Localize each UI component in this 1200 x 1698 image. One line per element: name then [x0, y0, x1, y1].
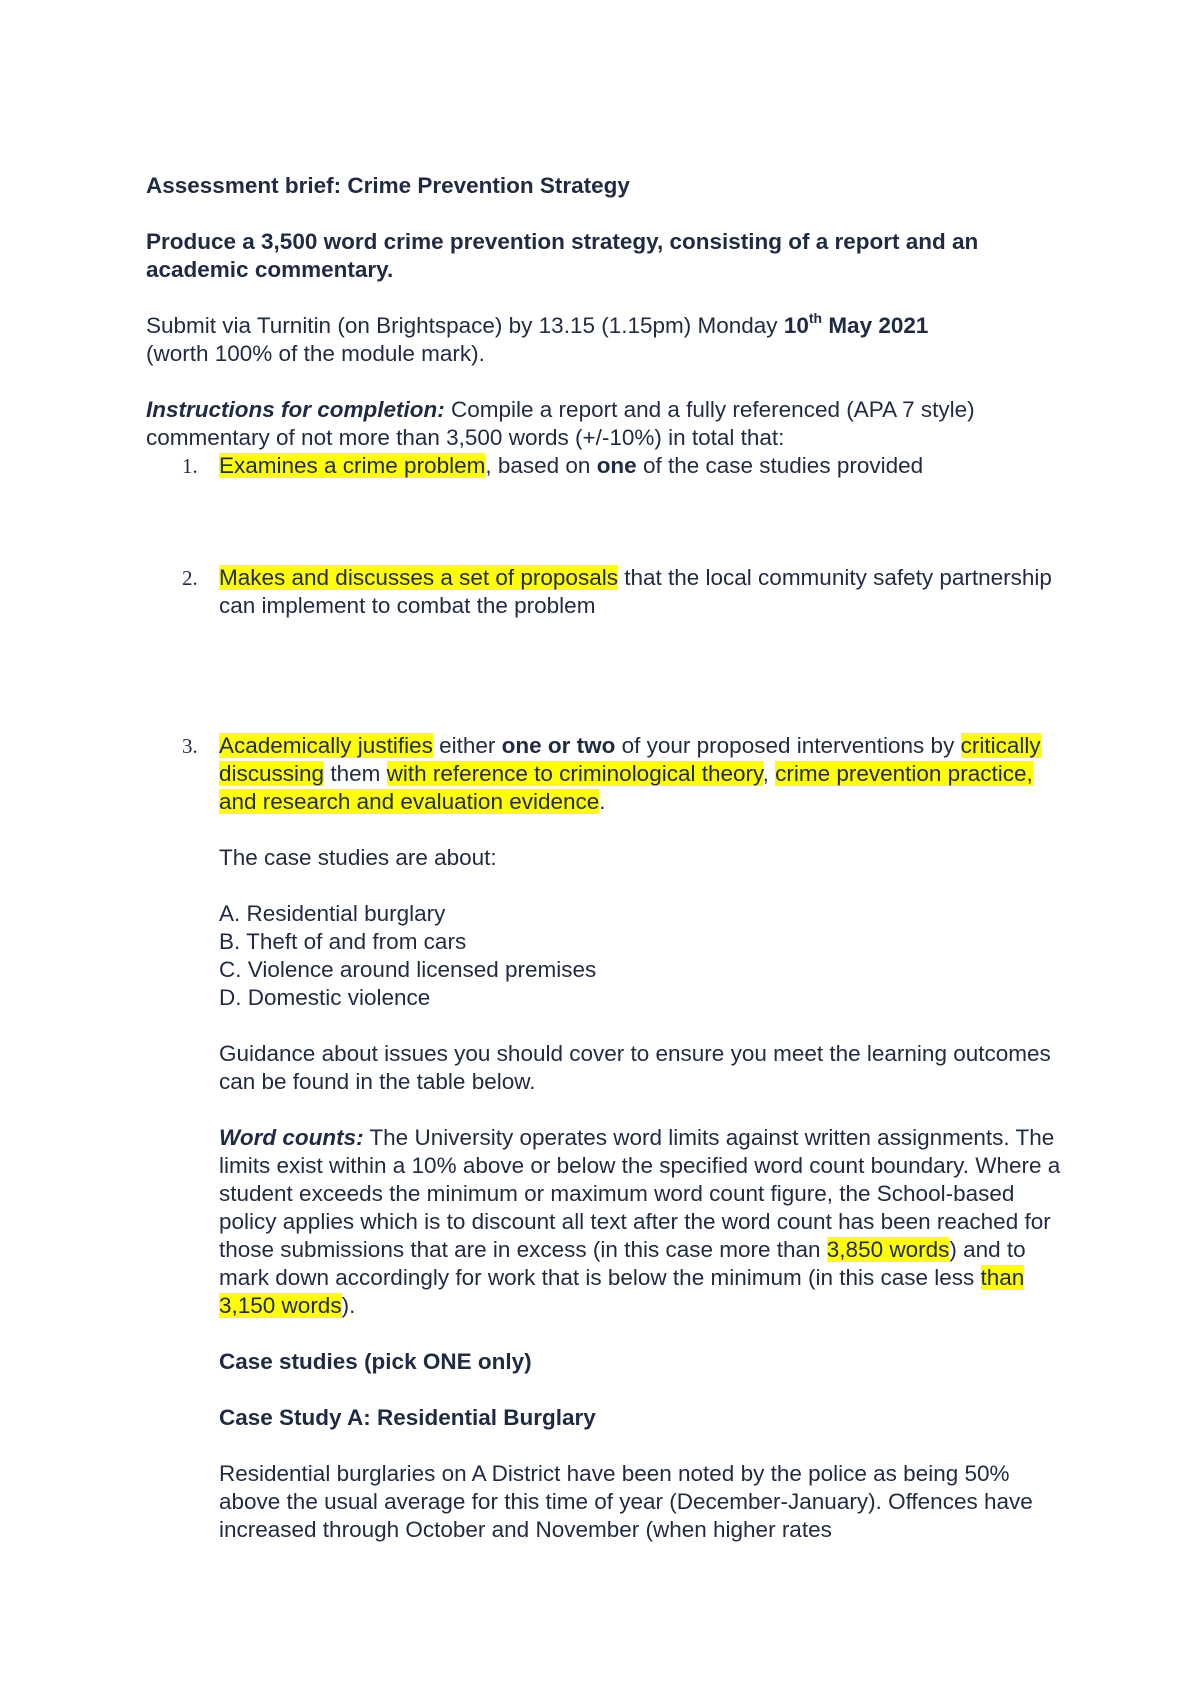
instructions-text: Compile a report and a fully referenced (APA 7 style) commentary of not more than 3,500 words (+/-10%) in total that: — [146, 397, 975, 450]
list-item-number: 3. — [182, 734, 198, 758]
case-list-item: C. Violence around licensed premises — [219, 957, 597, 982]
item-text: either — [432, 733, 502, 758]
highlighted-text: than 3,150 words — [219, 1265, 1025, 1318]
item-text: , — [762, 761, 776, 786]
list-item-number: 1. — [182, 454, 198, 478]
item-text: . — [599, 789, 606, 814]
item-text: that the local community safety partnership can implement to combat the problem — [219, 565, 1052, 618]
highlighted-text: Examines a crime problem — [219, 453, 486, 478]
list-item — [146, 732, 1066, 816]
document-body — [146, 172, 1066, 1544]
item-bold-text: one or two — [501, 733, 616, 758]
task-list — [146, 452, 1066, 816]
submission-worth: (worth 100% of the module mark). — [146, 341, 485, 366]
item-text: of your proposed interventions by — [615, 733, 961, 758]
highlighted-text: critically discussing — [219, 733, 1041, 786]
item-bold-text: one — [596, 453, 637, 478]
highlighted-text: with reference to criminological theory — [386, 761, 763, 786]
list-item — [146, 452, 1066, 480]
highlighted-text: 3,850 words — [826, 1237, 950, 1262]
intro-statement: Produce a 3,500 word crime prevention strategy, consisting of a report and an academic commentary. — [146, 229, 979, 282]
word-counts — [219, 1124, 1066, 1320]
item-text: , based on — [485, 453, 597, 478]
item-text: them — [324, 761, 387, 786]
submission-day-suffix: th — [808, 309, 823, 326]
case-list-item: D. Domestic violence — [219, 985, 431, 1010]
word-counts-text: ) and to mark down accordingly for work that is below the minimum (in this case less — [219, 1237, 1026, 1290]
instructions — [146, 396, 1066, 452]
highlighted-text: Makes and discusses a set of proposals — [219, 565, 618, 590]
case-study-a-heading: Case Study A: Residential Burglary — [219, 1405, 596, 1430]
highlighted-text: Academically justifies — [219, 733, 433, 758]
submission-month-year: May 2021 — [822, 313, 929, 338]
document-title: Assessment brief: Crime Prevention Strategy — [146, 173, 630, 198]
list-item — [146, 564, 1066, 620]
submission-info — [146, 309, 1066, 368]
instructions-label: Instructions for completion: — [146, 397, 445, 422]
case-list-item: B. Theft of and from cars — [219, 929, 467, 954]
word-counts-label: Word counts: — [219, 1125, 364, 1150]
case-list-item: A. Residential burglary — [219, 901, 446, 926]
word-counts-text: The University operates word limits against written assignments. The limits exist within a 10% above or below the specified word count boundary. Where a student exceeds the minimum or maximum word count figure, the School-based policy applies which is to discount all text after the word count has been reached for those submissions that are in excess (in this case more than — [219, 1125, 1061, 1262]
item-text: of the case studies provided — [636, 453, 924, 478]
case-list — [219, 900, 1066, 1012]
submission-text: Submit via Turnitin (on Brightspace) by 13.15 (1.15pm) Monday — [146, 313, 784, 338]
list-item-number: 2. — [182, 566, 198, 590]
case-study-a-text: Residential burglaries on A District have been noted by the police as being 50% above the usual average for this time of year (December-January). Offences have increased through October and November (when higher rates — [219, 1461, 1033, 1542]
case-studies-heading: Case studies (pick ONE only) — [219, 1349, 532, 1374]
case-intro: The case studies are about: — [219, 845, 497, 870]
highlighted-text: crime prevention practice, and research and evaluation evidence — [219, 761, 1033, 814]
word-counts-text: ). — [341, 1293, 356, 1318]
guidance: Guidance about issues you should cover to ensure you meet the learning outcomes can be found in the table below. — [219, 1041, 1051, 1094]
submission-day: 10 — [783, 313, 809, 338]
